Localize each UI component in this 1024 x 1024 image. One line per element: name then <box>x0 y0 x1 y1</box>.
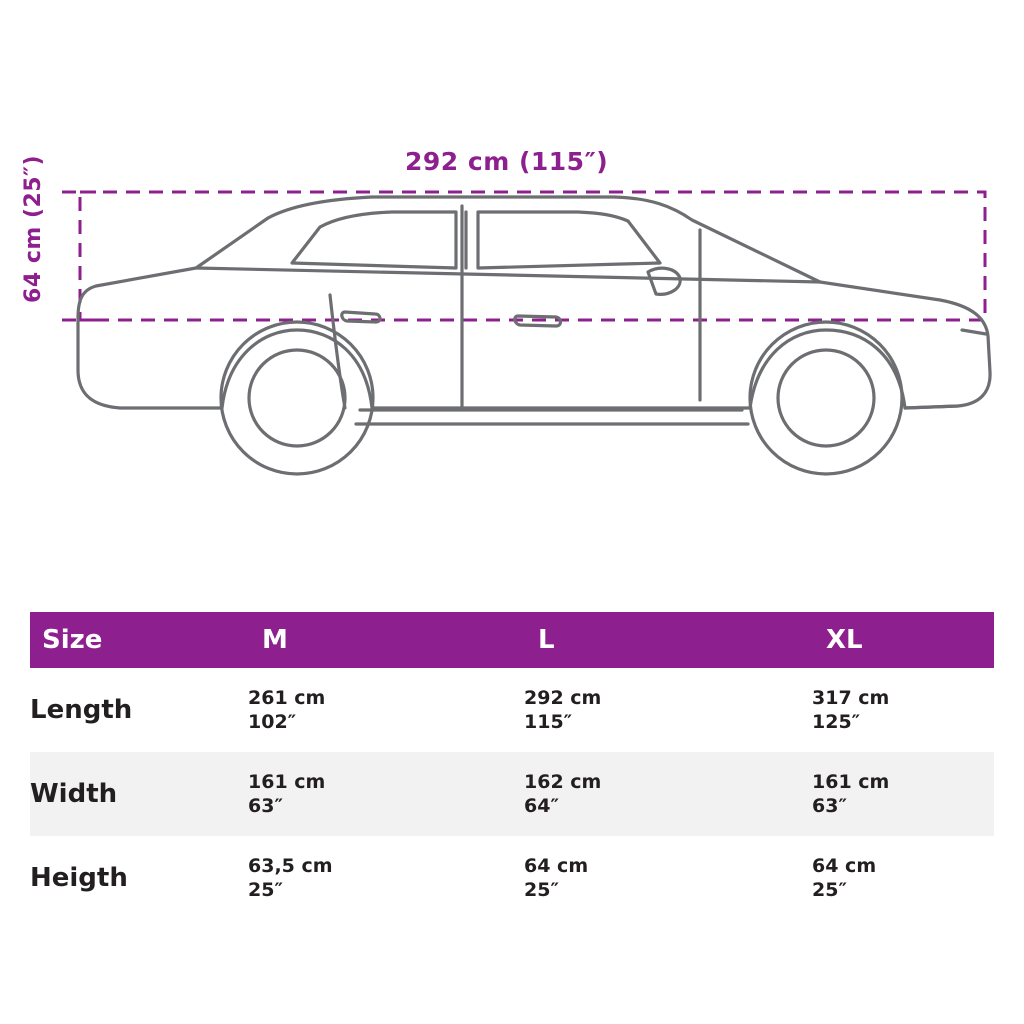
table-row <box>30 836 994 920</box>
cell-width-l-cm: 162 cm <box>524 770 602 793</box>
length-dimension-label: 292 cm (115″) <box>405 147 609 176</box>
header-xl: XL <box>812 612 994 668</box>
table-row <box>30 668 994 752</box>
cell-length-m-in: 102″ <box>248 711 297 733</box>
car-outline <box>78 197 990 474</box>
cell-height-l-in: 25″ <box>524 879 559 901</box>
cell-length-xl-cm: 317 cm <box>812 686 890 709</box>
height-dimension-label: 64 cm (25″) <box>21 155 46 303</box>
cell-width-xl <box>812 752 994 836</box>
cell-height-m <box>248 836 524 920</box>
cell-width-m-in: 63″ <box>248 795 283 817</box>
header-size: Size <box>30 612 248 668</box>
cell-height-l-cm: 64 cm <box>524 854 589 877</box>
cell-length-xl <box>812 668 994 752</box>
cell-height-xl-cm: 64 cm <box>812 854 877 877</box>
cell-width-l-in: 64″ <box>524 795 559 817</box>
cell-length-m <box>248 668 524 752</box>
cell-height-m-in: 25″ <box>248 879 283 901</box>
cell-width-m <box>248 752 524 836</box>
cell-height-xl-in: 25″ <box>812 879 847 901</box>
header-m: M <box>248 612 524 668</box>
cell-width-l <box>524 752 812 836</box>
cell-width-xl-in: 63″ <box>812 795 847 817</box>
cell-width-xl-cm: 161 cm <box>812 770 890 793</box>
table-header-row <box>30 612 994 668</box>
cell-length-l <box>524 668 812 752</box>
cell-width-m-cm: 161 cm <box>248 770 326 793</box>
cell-length-l-cm: 292 cm <box>524 686 602 709</box>
cell-height-m-cm: 63,5 cm <box>248 854 333 877</box>
table-row <box>30 752 994 836</box>
cell-length-m-cm: 261 cm <box>248 686 326 709</box>
header-l: L <box>524 612 812 668</box>
row-label-width: Width <box>30 752 248 836</box>
row-label-length: Length <box>30 668 248 752</box>
cell-height-l <box>524 836 812 920</box>
cell-length-l-in: 115″ <box>524 711 573 733</box>
row-label-height: Heigth <box>30 836 248 920</box>
cell-height-xl <box>812 836 994 920</box>
size-specification-table <box>30 612 994 920</box>
cell-length-xl-in: 125″ <box>812 711 861 733</box>
